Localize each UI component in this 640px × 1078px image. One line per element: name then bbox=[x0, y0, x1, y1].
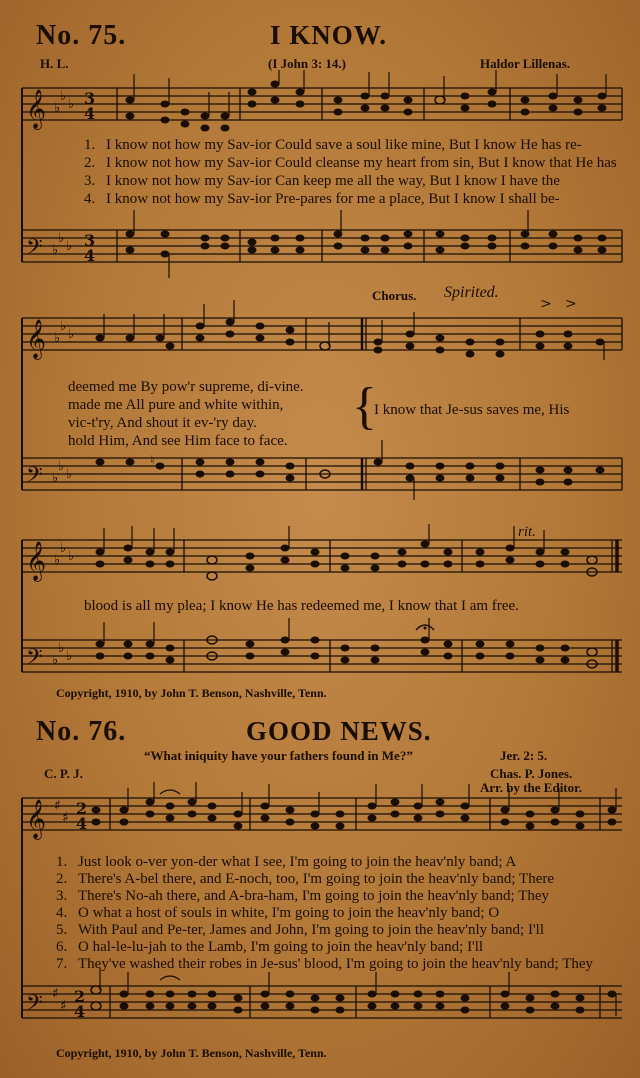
svg-text:♭: ♭ bbox=[54, 101, 61, 116]
hymn-75-verses-line-1 bbox=[84, 136, 617, 208]
svg-text:4: 4 bbox=[84, 104, 96, 123]
verse-line: 1. I know not how my Sav-ior Could save a soul like mine, But I know He has re- bbox=[84, 137, 582, 153]
svg-text:♭: ♭ bbox=[58, 231, 65, 246]
svg-text:♭: ♭ bbox=[60, 541, 67, 556]
verse-line: 2. There's A-bel there, and E-noch, too, I'm going to join the heav'nly band; There bbox=[56, 871, 555, 887]
svg-text:♭: ♭ bbox=[54, 553, 61, 568]
hymn-76-epigraph: “What iniquity have your fathers found in Me?” bbox=[144, 748, 413, 763]
svg-text:♮: ♮ bbox=[150, 453, 155, 467]
svg-text:♭: ♭ bbox=[68, 549, 75, 564]
verse-line: 4. O what a host of souls in white, I'm going to join the heav'nly band; O bbox=[56, 905, 500, 921]
svg-text:♯: ♯ bbox=[62, 810, 69, 826]
svg-text:𝄞: 𝄞 bbox=[26, 541, 47, 581]
hymn-75-composer: Haldor Lillenas. bbox=[480, 56, 571, 71]
verse-brace: { bbox=[352, 378, 377, 435]
hymn-75-copyright: Copyright, 1910, by John T. Benson, Nashville, Tenn. bbox=[56, 686, 327, 700]
svg-text:𝄢: 𝄢 bbox=[26, 645, 43, 675]
verse-line: 3. I know not how my Sav-ior Can keep me all the way, But I know I have the bbox=[84, 173, 560, 189]
verse-line: 6. O hal-le-lu-jah to the Lamb, I'm going to join the heav'nly band; I'll bbox=[56, 939, 484, 955]
hymn-76-verses bbox=[56, 854, 593, 973]
svg-text:3: 3 bbox=[84, 89, 96, 108]
svg-text:♭: ♭ bbox=[66, 649, 73, 664]
svg-text:♭: ♭ bbox=[58, 641, 65, 656]
hymn-75-scripture: (I John 3: 14.) bbox=[268, 56, 347, 71]
hymn-76-number: No. 76. bbox=[36, 716, 127, 747]
svg-text:𝄢: 𝄢 bbox=[26, 463, 43, 493]
verse-line: hold Him, And see Him face to face. bbox=[68, 433, 288, 449]
hymn-75-author: H. L. bbox=[40, 56, 69, 71]
svg-text:>: > bbox=[540, 300, 552, 312]
verse-line: 4. I know not how my Sav-ior Pre-pares for me a place, But I know I shall be- bbox=[84, 191, 560, 207]
svg-text:𝄢: 𝄢 bbox=[26, 991, 43, 1021]
hymn-76-author: C. P. J. bbox=[44, 766, 83, 781]
svg-text:♭: ♭ bbox=[52, 471, 59, 486]
svg-text:2: 2 bbox=[74, 987, 86, 1006]
verse-line: 5. With Paul and Pe-ter, James and John, I'm going to join the heav'nly band; I'll bbox=[56, 922, 544, 938]
chorus-lyric-1: I know that Je-sus saves me, His bbox=[374, 402, 570, 418]
verse-line: 1. Just look o-ver yon-der what I see, I'm going to join the heav'nly band; A bbox=[56, 854, 517, 870]
svg-text:𝄞: 𝄞 bbox=[26, 319, 47, 359]
svg-text:♭: ♭ bbox=[52, 653, 59, 668]
svg-text:♭: ♭ bbox=[66, 467, 73, 482]
svg-text:♭: ♭ bbox=[52, 243, 59, 258]
svg-text:♭: ♭ bbox=[54, 331, 61, 346]
svg-text:𝄞: 𝄞 bbox=[26, 89, 47, 129]
svg-text:4: 4 bbox=[84, 246, 96, 265]
verse-line: deemed me By pow'r supreme, di-vine. bbox=[68, 379, 304, 395]
svg-text:♭: ♭ bbox=[58, 459, 65, 474]
svg-text:2: 2 bbox=[76, 799, 88, 818]
svg-text:♯: ♯ bbox=[60, 998, 67, 1014]
rit-marking: rit. bbox=[518, 524, 536, 540]
chorus-tempo: Spirited. bbox=[444, 284, 499, 301]
svg-text:>: > bbox=[565, 300, 577, 312]
hymn-76-title: GOOD NEWS. bbox=[246, 716, 432, 746]
hymn-75-title: I KNOW. bbox=[270, 20, 388, 50]
hymn-76-epigraph-ref: Jer. 2: 5. bbox=[500, 748, 548, 763]
hymn-75-verses-line-2 bbox=[68, 378, 304, 450]
svg-text:4: 4 bbox=[74, 1002, 86, 1021]
svg-text:3: 3 bbox=[84, 231, 96, 250]
svg-text:♭: ♭ bbox=[66, 239, 73, 254]
svg-text:𝄞: 𝄞 bbox=[26, 799, 47, 839]
hymn-76-arranger: Arr. by the Editor. bbox=[480, 780, 582, 795]
hymn-76-composer: Chas. P. Jones. bbox=[490, 766, 573, 781]
chorus-label: Chorus. bbox=[372, 288, 417, 303]
svg-text:♭: ♭ bbox=[60, 319, 67, 334]
svg-text:♭: ♭ bbox=[68, 327, 75, 342]
verse-line: 3. There's No-ah there, and A-bra-ham, I'm going to join the heav'nly band; They bbox=[56, 888, 550, 904]
svg-text:4: 4 bbox=[76, 814, 88, 833]
verse-line: 7. They've washed their robes in Je-sus' blood, I'm going to join the heav'nly band; They bbox=[56, 956, 594, 972]
svg-text:♭: ♭ bbox=[68, 97, 75, 112]
verse-line: 2. I know not how my Sav-ior Could cleanse my heart from sin, But I know that He has bbox=[84, 155, 617, 171]
verse-line: vic-t'ry, And shout it ev-'ry day. bbox=[68, 415, 257, 431]
hymn-76-copyright: Copyright, 1910, by John T. Benson, Nashville, Tenn. bbox=[56, 1046, 327, 1060]
svg-text:♯: ♯ bbox=[52, 986, 59, 1002]
svg-text:♯: ♯ bbox=[54, 798, 61, 814]
svg-text:𝄢: 𝄢 bbox=[26, 235, 43, 265]
verse-line: made me All pure and white within, bbox=[68, 397, 284, 413]
hymn-75-number: No. 75. bbox=[36, 20, 127, 51]
svg-text:♭: ♭ bbox=[60, 89, 67, 104]
chorus-lyric-2: blood is all my plea; I know He has redeemed me, I know that I am free. bbox=[84, 598, 519, 614]
